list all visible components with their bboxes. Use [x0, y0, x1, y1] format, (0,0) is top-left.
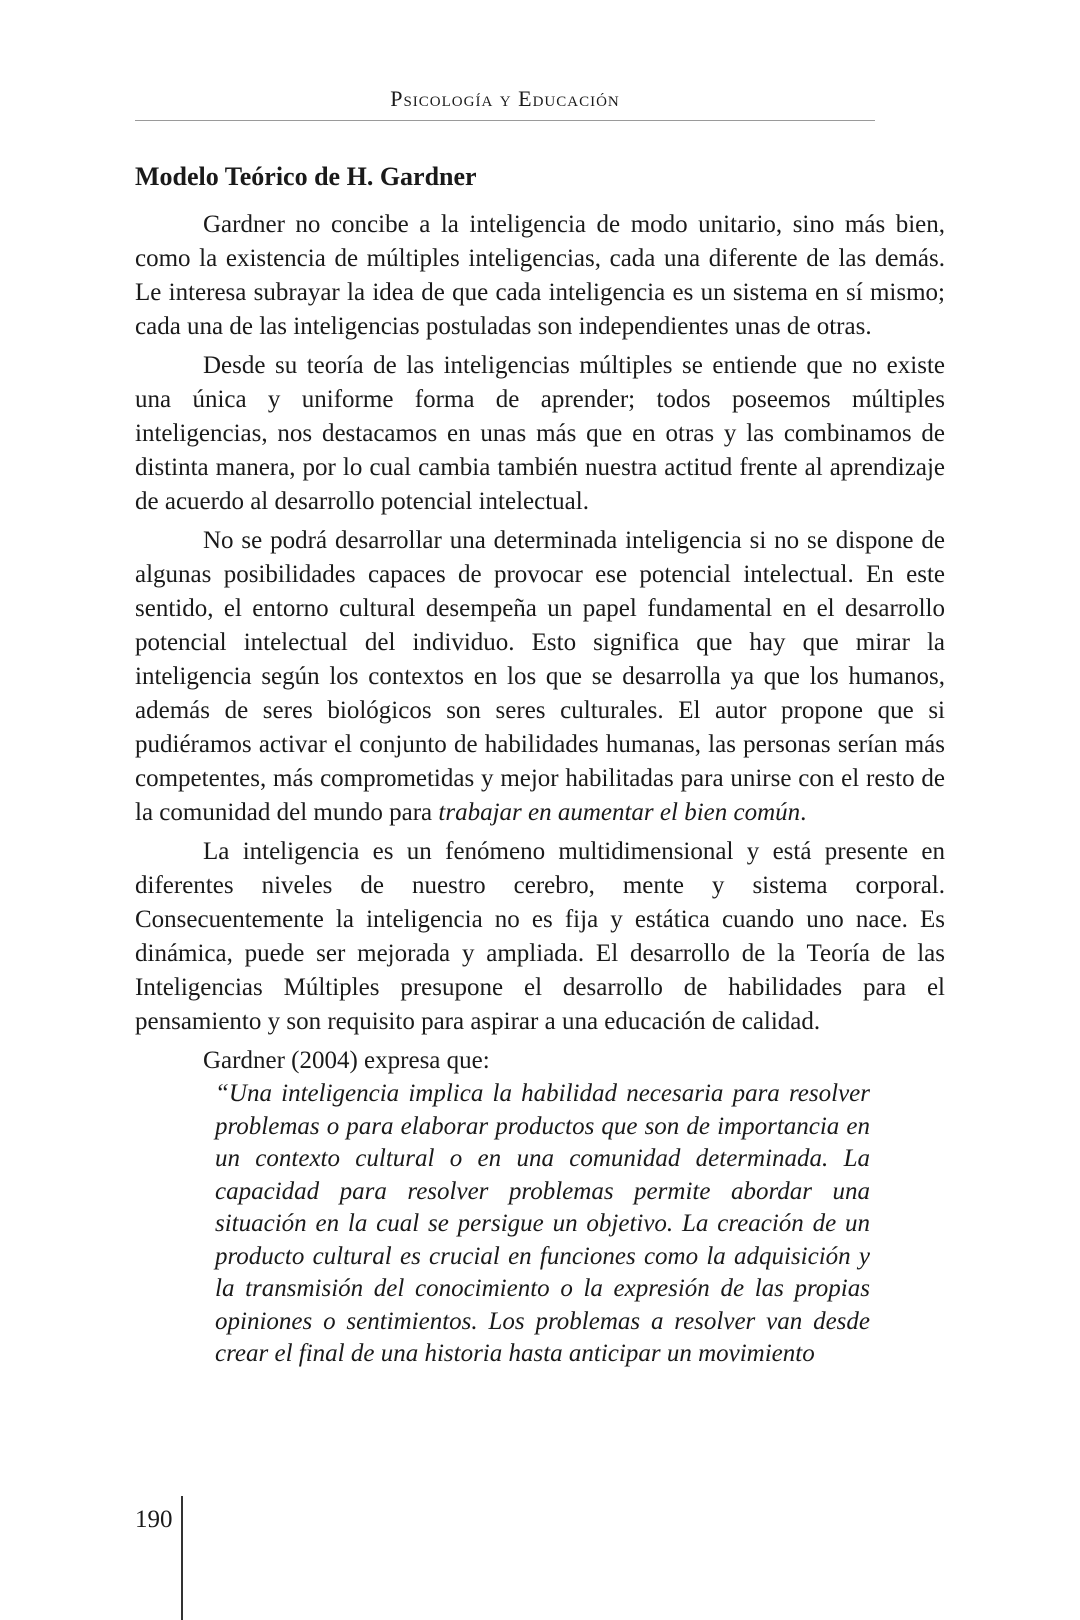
emphasis-text: trabajar en aumentar el bien común	[438, 799, 801, 826]
paragraph-end: .	[800, 799, 807, 826]
page-number: 190	[135, 1506, 173, 1533]
margin-rule	[181, 1496, 183, 1620]
page-body	[135, 160, 945, 1371]
running-header: Psicología y Educación	[135, 86, 875, 121]
paragraph-text: No se podrá desarrollar una determinada inteligencia si no se dispone de algunas posibilidades capaces de provocar ese potencial intelectual. En este sentido, el entorno cultural desempeña un papel fundamental en el desarrollo potencial intelectual del individuo. Esto significa que hay que mirar la inteligencia según los contextos en los que se desarrolla ya que los humanos, además de seres biológicos son seres culturales. El autor propone que si pudiéramos activar el conjunto de habilidades humanas, las personas serían más competentes, más comprometidas y mejor habilitadas para unirse con el resto de la comunidad del mundo para	[135, 527, 945, 826]
body-paragraph: La inteligencia es un fenómeno multidimensional y está presente en diferentes niveles de nuestro cerebro, mente y sistema corporal. Consecuentemente la inteligencia no es fija y estática cuando uno nace. Es dinámica, puede ser mejorada y ampliada. El desarrollo de la Teoría de las Inteligencias Múltiples presupone el desarrollo de habilidades para el pensamiento y son requisito para aspirar a una educación de calidad.	[135, 838, 945, 1035]
section-title: Modelo Teórico de H. Gardner	[135, 162, 477, 191]
block-quote: “Una inteligencia implica la habilidad necesaria para resolver problemas o para elaborar productos que son de importancia en un contexto cultural o en una comunidad determinada. La capacidad para resolver problemas permite abordar una situación en la cual se persigue un objetivo. La creación de un producto cultural es crucial en funciones como la adquisición y la transmisión del conocimiento o la expresión de las propias opiniones o sentimientos. Los problemas a resolver van desde crear el final de una historia hasta anticipar un movimiento	[215, 1080, 870, 1367]
body-paragraph	[135, 524, 945, 830]
body-paragraph: Gardner no concibe a la inteligencia de modo unitario, sino más bien, como la existencia de múltiples inteligencias, cada una diferente de las demás. Le interesa subrayar la idea de que cada inteligencia es un sistema en sí mismo; cada una de las inteligencias postuladas son independientes unas de otras.	[135, 211, 945, 340]
quote-intro: Gardner (2004) expresa que:	[203, 1047, 490, 1074]
body-paragraph: Desde su teoría de las inteligencias múltiples se entiende que no existe una única y uniforme forma de aprender; todos poseemos múltiples inteligencias, nos destacamos en unas más que en otras y las combinamos de distinta manera, por lo cual cambia también nuestra actitud frente al aprendizaje de acuerdo al desarrollo potencial intelectual.	[135, 352, 945, 515]
